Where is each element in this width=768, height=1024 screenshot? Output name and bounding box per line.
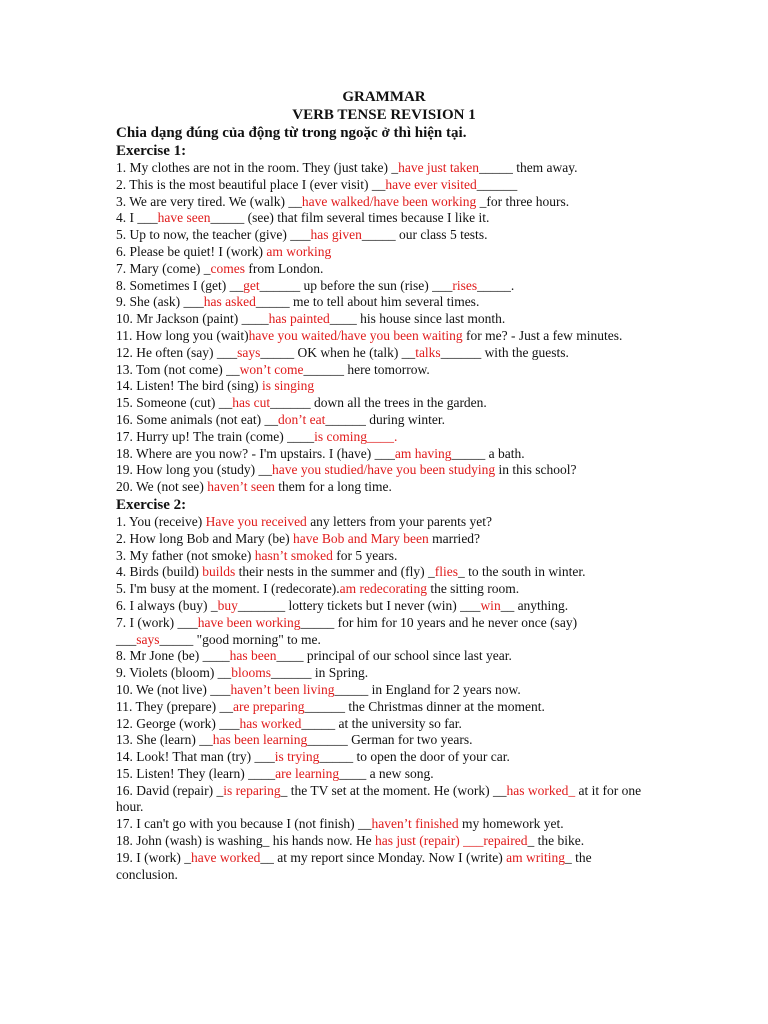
question-text: 16. Some animals (not eat) __ xyxy=(116,411,278,427)
exercise-item xyxy=(116,395,654,412)
answer-text: have walked/have been working xyxy=(301,193,477,209)
answer-text: won’t come xyxy=(239,361,304,377)
answer-text: are preparing xyxy=(232,698,305,714)
question-text: _ the bike. xyxy=(527,833,585,849)
question-text: 18. Where are you now? - I'm upstairs. I (have) ___ xyxy=(116,445,395,461)
exercise-item xyxy=(116,598,654,615)
answer-text: am having xyxy=(394,445,452,461)
question-text: 17. I can't go with you because I (not finish) __ xyxy=(116,816,372,832)
question-text: _____ a bath. xyxy=(451,445,525,461)
question-text: at it for one hour. xyxy=(116,782,642,815)
exercise-item xyxy=(116,682,654,699)
question-text: 14. Look! That man (try) ___ xyxy=(116,749,275,765)
answer-text: blooms xyxy=(231,665,271,681)
question-text: _____ "good morning" to me. xyxy=(159,631,321,647)
question-text: _____ them away. xyxy=(479,160,578,175)
question-text: 15. Listen! They (learn) ____ xyxy=(116,765,276,781)
question-text: 11. They (prepare) __ xyxy=(116,698,233,714)
question-text: _____ OK when he (talk) __ xyxy=(260,344,416,360)
question-text: 19. How long you (study) __ xyxy=(116,462,272,478)
question-text: 2. This is the most beautiful place I (ever visit) __ xyxy=(116,176,386,192)
question-text: 2. How long Bob and Mary (be) xyxy=(116,530,293,546)
exercise-item xyxy=(116,345,654,362)
question-text: my homework yet. xyxy=(458,816,564,832)
answer-text: have worked xyxy=(190,849,261,865)
question-text: _____ our class 5 tests. xyxy=(361,227,488,243)
question-text: 17. Hurry up! The train (come) ____ xyxy=(116,428,315,444)
answer-text: Have you received xyxy=(205,513,307,529)
exercise-item xyxy=(116,732,654,749)
question-text: in this school? xyxy=(495,462,577,478)
question-text: ______ German for two years. xyxy=(307,732,473,748)
question-text: 6. I always (buy) _ xyxy=(116,597,218,613)
question-text: 5. Up to now, the teacher (give) ___ xyxy=(116,227,311,243)
question-text: 3. My father (not smoke) xyxy=(116,547,255,563)
question-text: 10. Mr Jackson (paint) ____ xyxy=(116,311,269,327)
answer-text: repaired xyxy=(483,833,528,849)
exercise-item xyxy=(116,833,654,850)
exercise-item xyxy=(116,412,654,429)
answer-text: talks xyxy=(415,344,441,360)
answer-text: has just (repair) ___ xyxy=(374,833,484,849)
answer-text: has asked xyxy=(203,294,256,310)
exercise-item xyxy=(116,665,654,682)
exercise-item xyxy=(116,328,654,345)
answer-text: are learning xyxy=(275,765,340,781)
question-text: _____ to open the door of your car. xyxy=(319,749,510,765)
answer-text: have ever visited xyxy=(385,176,477,192)
page-subtitle: VERB TENSE REVISION 1 xyxy=(292,107,476,123)
exercise-item xyxy=(116,749,654,766)
question-text: 1. My clothes are not in the room. They (just take) _ xyxy=(116,160,399,175)
question-text: ____ a new song. xyxy=(339,765,434,781)
question-text: _ to the south in winter. xyxy=(457,564,586,580)
exercise-item xyxy=(116,615,654,649)
question-text: 3. We are very tired. We (walk) __ xyxy=(116,193,302,209)
exercise-item xyxy=(116,699,654,716)
question-text: ____ his house since last month. xyxy=(329,311,506,327)
answer-text: have just taken xyxy=(398,160,480,175)
exercise-heading: Exercise 1: xyxy=(116,143,187,159)
answer-text: have you studied/have you been studying xyxy=(272,462,496,478)
question-text: for 5 years. xyxy=(332,547,398,563)
question-text: __ anything. xyxy=(500,597,569,613)
exercise-item xyxy=(116,816,654,833)
question-text: _____ in England for 2 years now. xyxy=(334,681,521,697)
answer-text: hasn’t smoked xyxy=(254,547,333,563)
question-text: 8. Sometimes I (get) __ xyxy=(116,277,244,293)
answer-text: says xyxy=(136,631,160,647)
exercise-item xyxy=(116,210,654,227)
exercise-item xyxy=(116,479,654,496)
exercise-item xyxy=(116,362,654,379)
question-text: 5. I'm busy at the moment. I (redecorate). xyxy=(116,581,340,597)
question-text: from London. xyxy=(244,260,324,276)
question-text: 13. She (learn) __ xyxy=(116,732,213,748)
exercise-item xyxy=(116,766,654,783)
answer-text: am writing xyxy=(506,849,566,865)
exercise-item xyxy=(116,716,654,733)
answer-text: have you waited/have you been waiting xyxy=(248,327,463,343)
answer-text: has been learning xyxy=(212,732,308,748)
question-text: 15. Someone (cut) __ xyxy=(116,395,233,411)
answer-text: is coming____. xyxy=(314,428,398,444)
question-text: _ the conclusion. xyxy=(116,849,592,882)
answer-text: buy xyxy=(217,597,238,613)
question-text: them for a long time. xyxy=(274,479,392,495)
question-text: _____ (see) that film several times because I like it. xyxy=(210,210,490,226)
exercise-item xyxy=(116,278,654,295)
exercise-item xyxy=(116,648,654,665)
question-text: ______ the Christmas dinner at the moment. xyxy=(304,698,545,714)
answer-text: is reparing xyxy=(223,782,281,798)
instruction-text: Chia dạng đúng của động từ trong ngoặc ở thì hiện tại. xyxy=(116,125,467,141)
question-text: 9. She (ask) ___ xyxy=(116,294,204,310)
answer-text: haven’t finished xyxy=(371,816,459,832)
exercise-item xyxy=(116,294,654,311)
question-text: 12. He often (say) ___ xyxy=(116,344,238,360)
answer-text: flies xyxy=(434,564,458,580)
question-text: 9. Violets (bloom) __ xyxy=(116,665,232,681)
exercise-item xyxy=(116,227,654,244)
exercise-item xyxy=(116,850,654,884)
question-text: _____ me to tell about him several times. xyxy=(255,294,480,310)
exercise-item xyxy=(116,446,654,463)
question-text: ______ up before the sun (rise) ___ xyxy=(259,277,453,293)
exercise-item xyxy=(116,261,654,278)
answer-text: has worked_ xyxy=(506,782,576,798)
exercise-item xyxy=(116,429,654,446)
question-text: _ the TV set at the moment. He (work) __ xyxy=(280,782,507,798)
answer-text: comes xyxy=(210,260,245,276)
question-text: any letters from your parents yet? xyxy=(306,513,492,529)
question-text: for me? - Just a few minutes. xyxy=(462,327,623,343)
answer-text: am working xyxy=(266,243,332,259)
exercise-item xyxy=(116,564,654,581)
question-text: 11. How long you (wait) xyxy=(116,327,249,343)
question-text: _____ at the university so far. xyxy=(301,715,462,731)
answer-text: says xyxy=(237,344,261,360)
question-text: 14. Listen! The bird (sing) xyxy=(116,378,262,394)
answer-text: has cut xyxy=(232,395,271,411)
document-body xyxy=(116,124,654,883)
question-text: 12. George (work) ___ xyxy=(116,715,240,731)
question-text: ______ in Spring. xyxy=(270,665,369,681)
exercise-item xyxy=(116,177,654,194)
exercise-item xyxy=(116,311,654,328)
question-text: _____ for him for 10 years and he never once (say) ___ xyxy=(116,614,578,647)
answer-text: win xyxy=(480,597,501,613)
question-text: 18. John (wash) is washing_ his hands now. He xyxy=(116,833,375,849)
exercise-list xyxy=(116,142,654,883)
question-text: married? xyxy=(428,530,481,546)
question-text: 6. Please be quiet! I (work) xyxy=(116,243,267,259)
question-text: ____ principal of our school since last year. xyxy=(276,648,512,664)
question-text: 10. We (not live) ___ xyxy=(116,681,231,697)
question-text: _____. xyxy=(477,277,515,293)
answer-text: don’t eat xyxy=(277,411,326,427)
question-text: _______ lottery tickets but I never (win) ___ xyxy=(237,597,481,613)
question-text: ______ xyxy=(476,176,518,192)
exercise-heading: Exercise 2: xyxy=(116,496,187,513)
question-text: ______ during winter. xyxy=(325,411,445,427)
question-text: ______ down all the trees in the garden. xyxy=(270,395,487,411)
question-text: 7. Mary (come) _ xyxy=(116,260,211,276)
page-title: GRAMMAR xyxy=(342,89,426,105)
question-text: 19. I (work) _ xyxy=(116,849,191,865)
answer-text: haven’t been living xyxy=(230,681,335,697)
question-text: __ at my report since Monday. Now I (write) xyxy=(260,849,507,865)
question-text: their nests in the summer and (fly) _ xyxy=(235,564,435,580)
answer-text: haven’t seen xyxy=(207,479,275,495)
answer-text: have Bob and Mary been xyxy=(292,530,429,546)
exercise-item xyxy=(116,194,654,211)
answer-text: is singing xyxy=(261,378,315,394)
question-text: 7. I (work) ___ xyxy=(116,614,198,630)
exercise-item xyxy=(116,160,654,177)
answer-text: get xyxy=(243,277,260,293)
question-text: 13. Tom (not come) __ xyxy=(116,361,240,377)
question-text: ______ with the guests. xyxy=(440,344,569,360)
question-text: 1. You (receive) xyxy=(116,513,206,529)
exercise-item xyxy=(116,783,654,817)
answer-text: has painted xyxy=(268,311,330,327)
question-text: 20. We (not see) xyxy=(116,479,208,495)
question-text: 4. Birds (build) xyxy=(116,564,203,580)
question-text: 4. I ___ xyxy=(116,210,158,226)
answer-text: is trying xyxy=(274,749,320,765)
question-text: ______ here tomorrow. xyxy=(303,361,430,377)
exercise-item xyxy=(116,462,654,479)
exercise-item xyxy=(116,378,654,395)
exercise-item xyxy=(116,548,654,565)
exercise-item xyxy=(116,581,654,598)
question-text: 8. Mr Jone (be) ____ xyxy=(116,648,230,664)
exercise-item xyxy=(116,514,654,531)
answer-text: am redecorating xyxy=(339,581,427,597)
answer-text: have been working xyxy=(197,614,301,630)
answer-text: have seen xyxy=(157,210,211,226)
question-text: 16. David (repair) _ xyxy=(116,782,224,798)
exercise-item xyxy=(116,244,654,261)
question-text: the sitting room. xyxy=(426,581,520,597)
answer-text: builds xyxy=(202,564,236,580)
answer-text: rises xyxy=(452,277,478,293)
exercise-item xyxy=(116,531,654,548)
question-text: _for three hours. xyxy=(476,193,570,209)
answer-text: has given xyxy=(310,227,362,243)
answer-text: has worked xyxy=(239,715,302,731)
answer-text: has been xyxy=(229,648,277,664)
